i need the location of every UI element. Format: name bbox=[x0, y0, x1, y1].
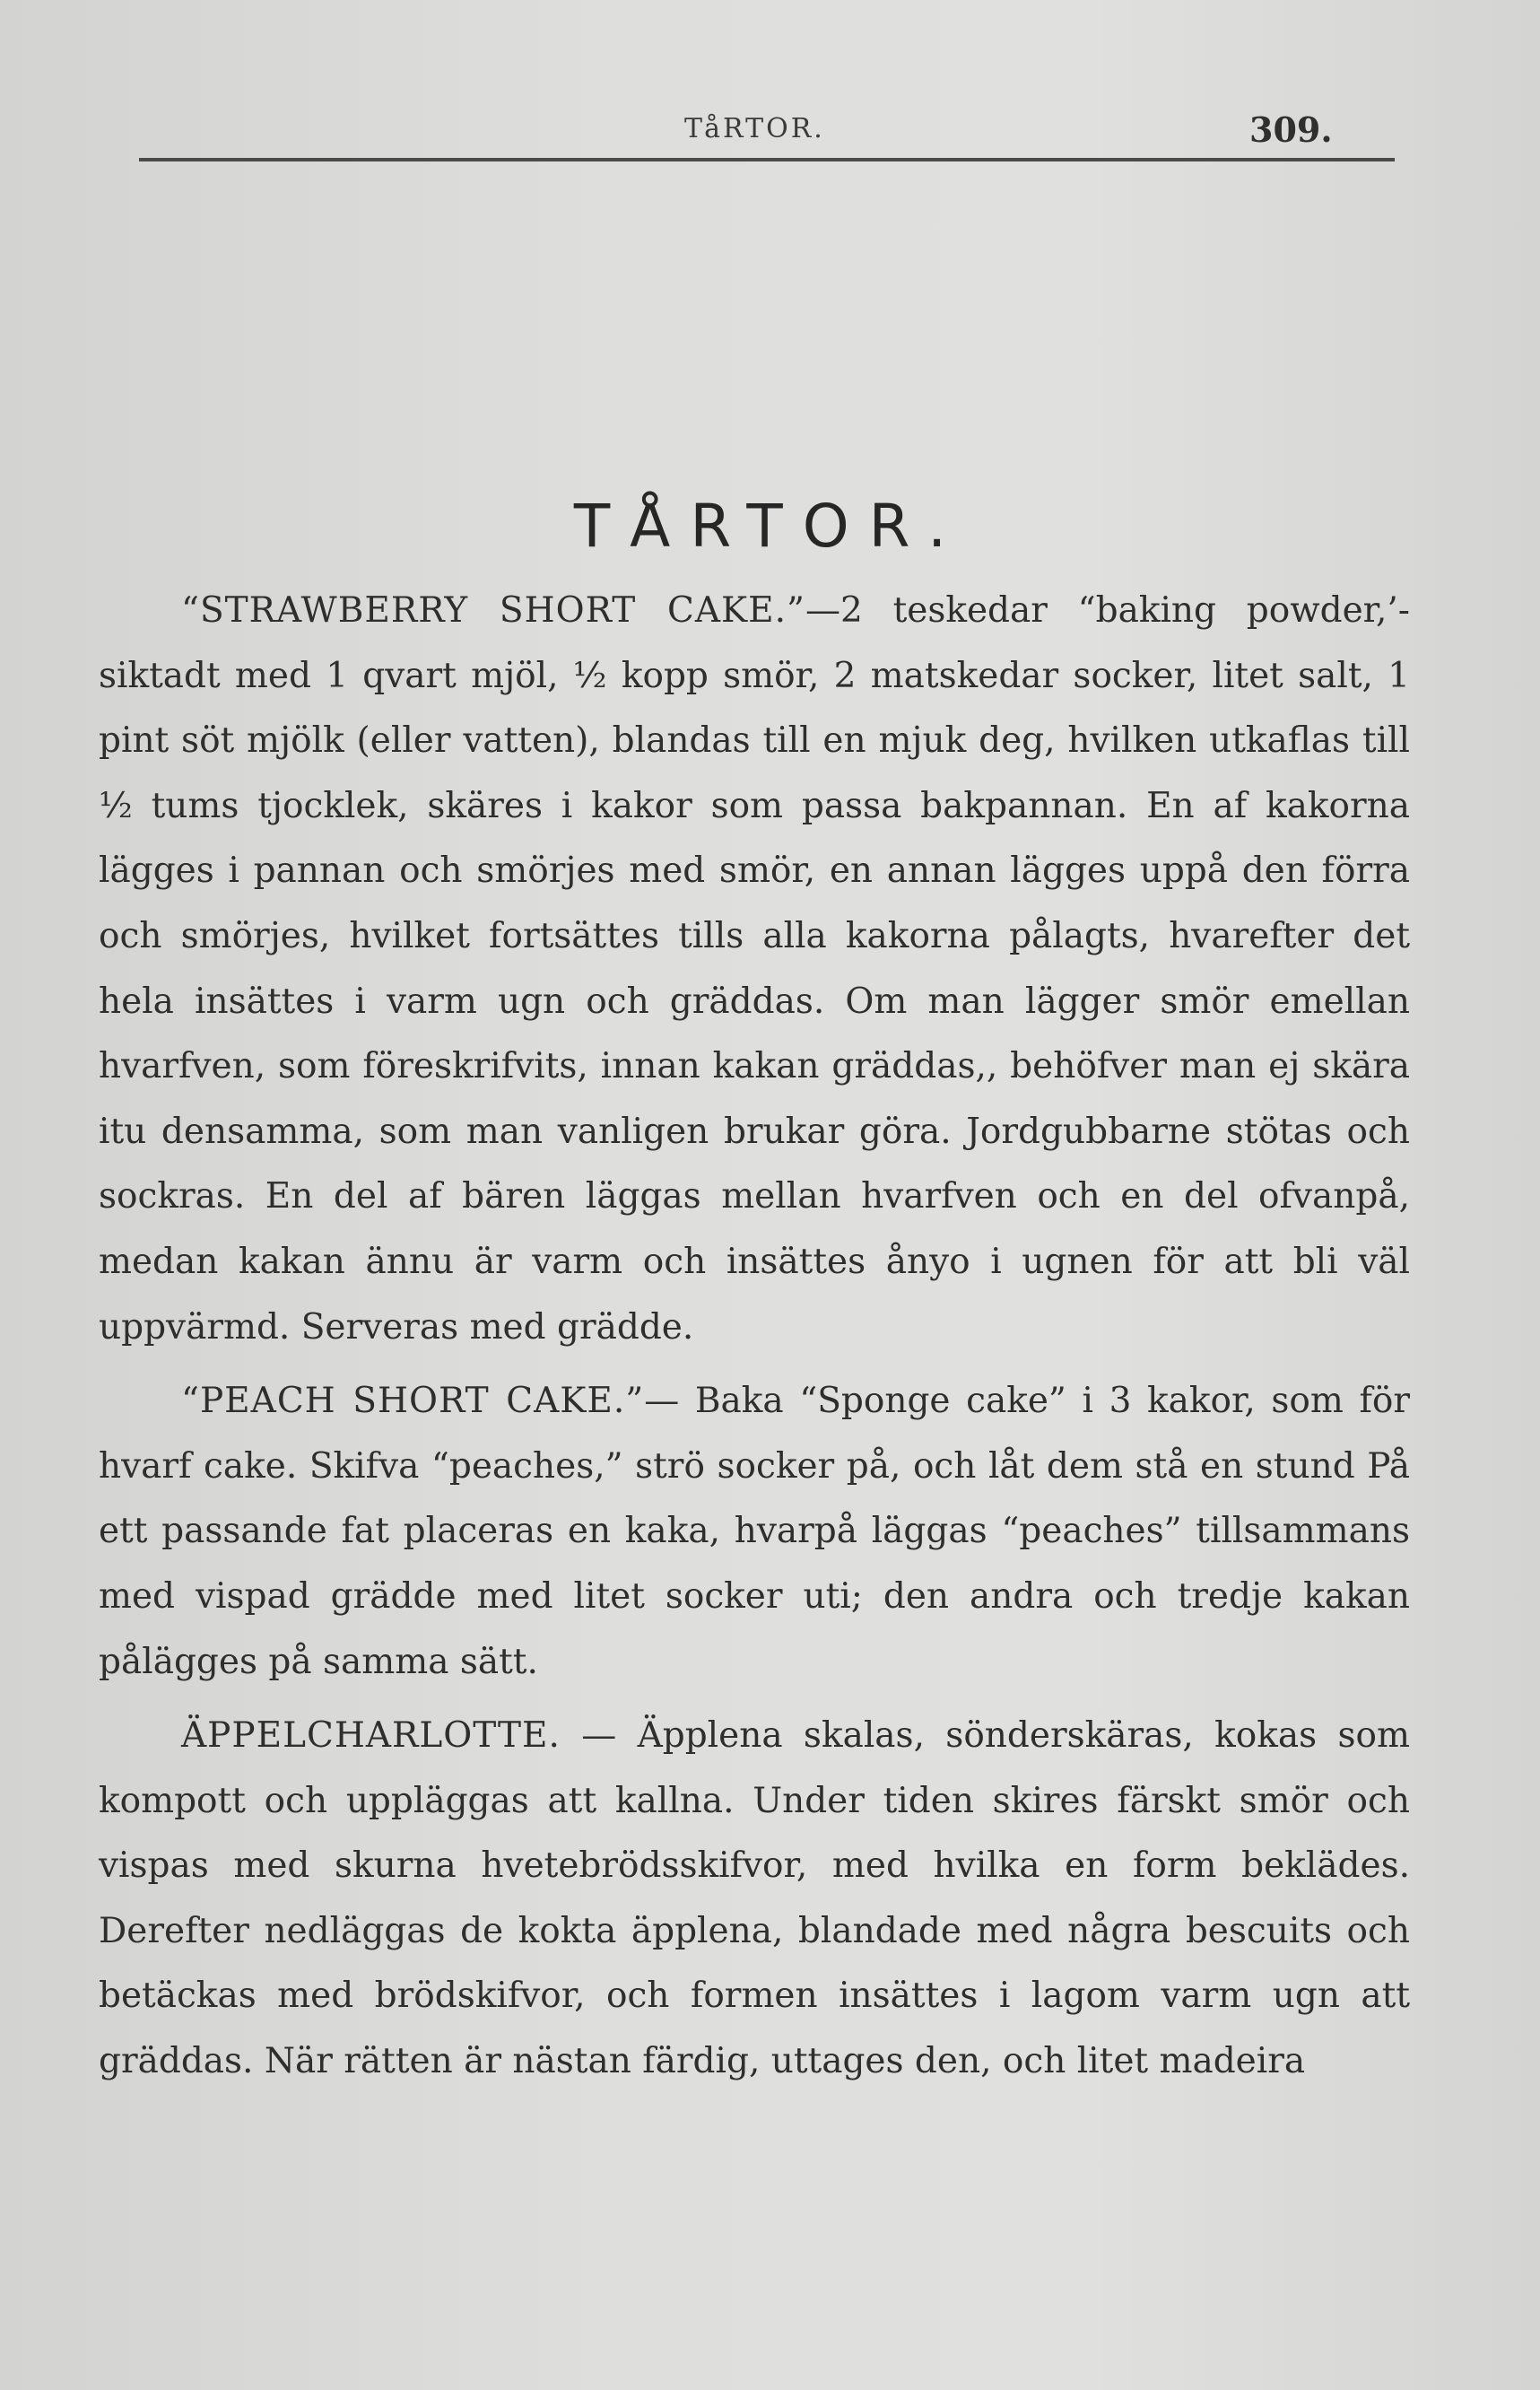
recipe-appelcharlotte bbox=[99, 1704, 1410, 2095]
running-title: TåRTOR. bbox=[684, 113, 825, 144]
recipe-text bbox=[99, 579, 1410, 2104]
recipe-body: —2 teskedar “baking powder,’- siktadt med 1 qvart mjöl, ½ kopp smör, 2 matskedar socker, litet salt, 1 pint söt mjölk (eller vatten), blandas till en mjuk deg, hvilken utkaflas till ½ tums tjocklek, skäres i kakor som passa bakpannan. En af kakorna lägges i pannan och smörjes med smör, en annan lägges uppå den förra och smörjes, hvilket fortsättes tills alla kakorna pålagts, hvarefter det hela insättes i varm ugn och gräddas. Om man lägger smör emellan hvarfven, som föreskrifvits, innan kakan gräddas,, behöfver man ej skära itu densamma, som man vanligen brukar göra. Jordgubbarne stötas och sockras. En del af bären läggas mellan hvarfven och en del ofvanpå, medan kakan ännu är varm och insättes ånyo i ugnen för att bli väl uppvärmd. Serveras med grädde. bbox=[99, 590, 1410, 1348]
recipe-name: “PEACH SHORT CAKE.” bbox=[181, 1381, 645, 1422]
recipe-body: — Äpplena skalas, sönderskäras, kokas som kompott och uppläggas att kallna. Under tiden skires färskt smör och vispas med skurna hvetebrödsskifvor, med hvilka en form beklädes. Derefter nedläggas de kokta äpplena, blandade med några bescuits och betäckas med brödskifvor, och formen insättes i lagom varm ugn att gräddas. När rätten är nästan färdig, uttages den, och litet madeira bbox=[99, 1715, 1410, 2082]
running-head bbox=[139, 106, 1395, 160]
recipe-strawberry-short-cake bbox=[99, 579, 1410, 1360]
page-number: 309. bbox=[1249, 109, 1333, 150]
recipe-name: ÄPPELCHARLOTTE. bbox=[181, 1715, 561, 1757]
header-rule bbox=[139, 158, 1395, 161]
recipe-body: — Baka “Sponge cake” i 3 kakor, som för hvarf cake. Skifva “peaches,” strö socker på, och låt dem stå en stund På ett passande fat placeras en kaka, hvarpå läggas “peaches” tillsammans med vispad grädde med litet socker uti; den andra och tredje kakan pålägges på samma sätt. bbox=[99, 1381, 1410, 1682]
recipe-name: “STRAWBERRY SHORT CAKE.” bbox=[181, 590, 805, 631]
chapter-title: TÅRTOR. bbox=[573, 492, 967, 561]
recipe-peach-short-cake bbox=[99, 1369, 1410, 1695]
